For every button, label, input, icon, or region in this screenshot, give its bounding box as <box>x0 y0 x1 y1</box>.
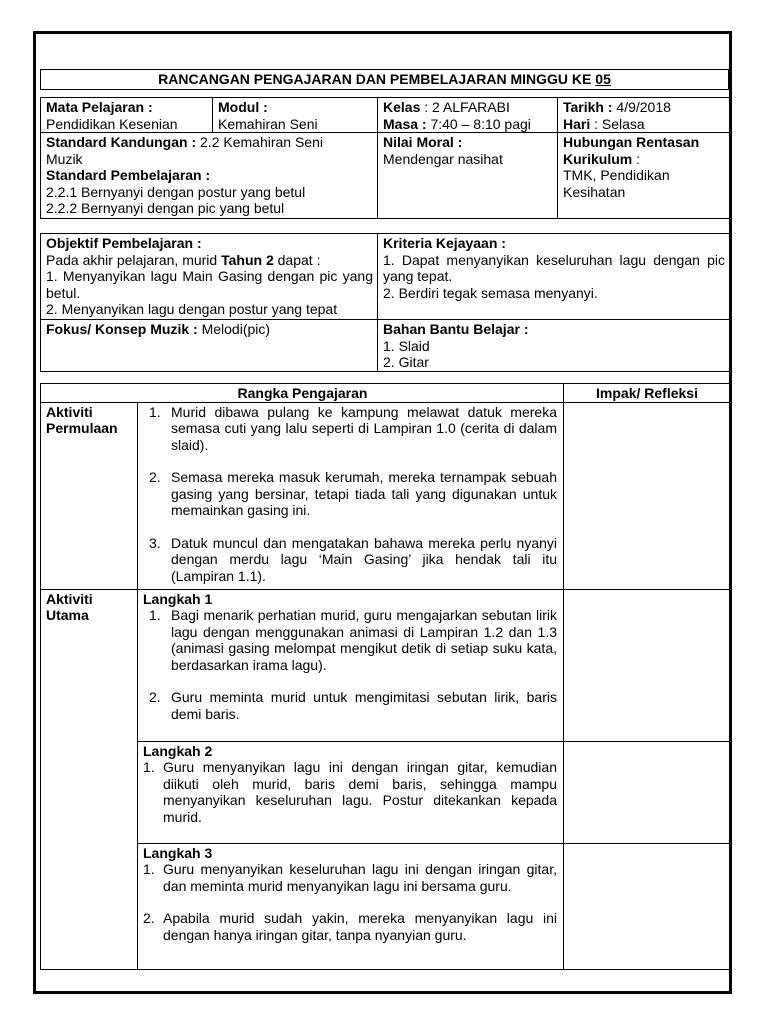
list-item: 2. Guru meminta murid untuk mengimitasi sebutan lirik, baris demi baris. <box>149 689 557 722</box>
permulaan-content <box>138 402 564 589</box>
impak-langkah1 <box>564 589 730 741</box>
list-item: 1. Murid dibawa pulang ke kampung melawat datuk mereka semasa cuti yang lalu seperti di Lampiran 1.0 (cerita di dalam slaid). <box>149 403 557 453</box>
list-item: 1. Guru menyanyikan lagu ini dengan iringan gitar, kemudian diikuti oleh murid, baris demi baris, sehingga mampu menyanyikan keseluruhan lagu. Postur ditekankan kepada murid. <box>143 759 557 825</box>
rangka-header: Rangka Pengajaran <box>41 384 564 403</box>
impak-permulaan <box>564 402 730 589</box>
nilai-moral-cell: Nilai Moral : Mendengar nasihat <box>378 133 558 219</box>
page-title: RANCANGAN PENGAJARAN DAN PEMBELAJARAN MINGGU KE 05 <box>41 70 729 90</box>
kriteria-cell: Kriteria Kejayaan : 1. Dapat menyanyikan keseluruhan lagu dengan pic yang tepat. 2. Berdiri tegak semasa menyanyi. <box>378 234 730 320</box>
impak-header: Impak/ Refleksi <box>564 384 730 403</box>
langkah2-content: Langkah 2 1. Guru menyanyikan lagu ini dengan iringan gitar, kemudian diikuti oleh murid, baris demi baris, sehingga mampu menyanyikan keseluruhan lagu. Postur ditekankan kepada murid. <box>138 741 564 843</box>
utama-label: Aktiviti Utama <box>41 589 138 969</box>
impak-langkah3 <box>564 843 730 969</box>
list-item: 1. Guru menyanyikan keseluruhan lagu ini dengan iringan gitar, dan meminta murid menyanyikan lagu ini bersama guru. <box>143 861 557 894</box>
impak-langkah2 <box>564 741 730 843</box>
mata-pelajaran-cell: Mata Pelajaran : Pendidikan Kesenian <box>41 98 213 133</box>
tarikh-hari-cell: Tarikh : 4/9/2018 Hari : Selasa <box>558 98 730 133</box>
objektif-table <box>40 233 730 372</box>
bahan-cell: Bahan Bantu Belajar : 1. Slaid 2. Gitar <box>378 320 730 372</box>
standard-cell: Standard Kandungan : 2.2 Kemahiran Seni Muzik Standard Pembelajaran : 2.2.1 Bernyanyi dengan postur yang betul 2.2.2 Bernyanyi dengan pic yang betul <box>41 133 378 219</box>
objektif-cell: Objektif Pembelajaran : Pada akhir pelajaran, murid Tahun 2 dapat : 1. Menyanyikan lagu Main Gasing dengan pic yang betul. 2. Menyanyikan lagu dengan postur yang tepat <box>41 234 378 320</box>
kelas-masa-cell: Kelas : 2 ALFARABI Masa : 7:40 – 8:10 pagi <box>378 98 558 133</box>
info-table <box>40 97 730 219</box>
list-item: 1. Bagi menarik perhatian murid, guru mengajarkan sebutan lirik lagu dengan menggunakan animasi di Lampiran 1.2 dan 1.3 (animasi gasing melompat mengikut detik di setiap suku kata, berdasarkan irama lagu). <box>149 607 557 673</box>
list-item: 3. Datuk muncul dan mengatakan bahawa mereka perlu nyanyi dengan merdu lagu ‘Main Gasing’ jika hendak tali itu (Lampiran 1.1). <box>149 534 557 584</box>
langkah3-content: Langkah 3 1. Guru menyanyikan keseluruhan lagu ini dengan iringan gitar, dan meminta murid menyanyikan lagu ini bersama guru. 2. Apabila murid sudah yakin, mereka menyanyikan lagu ini dengan hanya iringan gitar, tanpa nyanyian guru. <box>138 843 564 969</box>
fokus-cell: Fokus/ Konsep Muzik : Melodi(pic) <box>41 320 378 372</box>
week-number: 05 <box>595 71 611 87</box>
list-item: 2. Semasa mereka masuk kerumah, mereka ternampak sebuah gasing yang bersinar, tetapi tiada tali yang digunakan untuk memainkan gasing ini. <box>149 469 557 518</box>
hubungan-rentasan-cell: Hubungan Rentasan Kurikulum : TMK, Pendidikan Kesihatan <box>558 133 730 219</box>
list-item: 2. Apabila murid sudah yakin, mereka menyanyikan lagu ini dengan hanya iringan gitar, tanpa nyanyian guru. <box>143 910 557 943</box>
rangka-table <box>40 383 730 970</box>
modul-cell: Modul : Kemahiran Seni <box>213 98 378 133</box>
permulaan-label: Aktiviti Permulaan <box>41 402 138 589</box>
langkah1-content: Langkah 1 1. Bagi menarik perhatian murid, guru mengajarkan sebutan lirik lagu dengan menggunakan animasi di Lampiran 1.2 dan 1.3 (animasi gasing melompat mengikut detik di setiap suku kata, berdasarkan irama lagu). 2. Guru meminta murid untuk mengimitasi sebutan lirik, baris demi baris. <box>138 589 564 741</box>
title-table <box>40 69 729 90</box>
